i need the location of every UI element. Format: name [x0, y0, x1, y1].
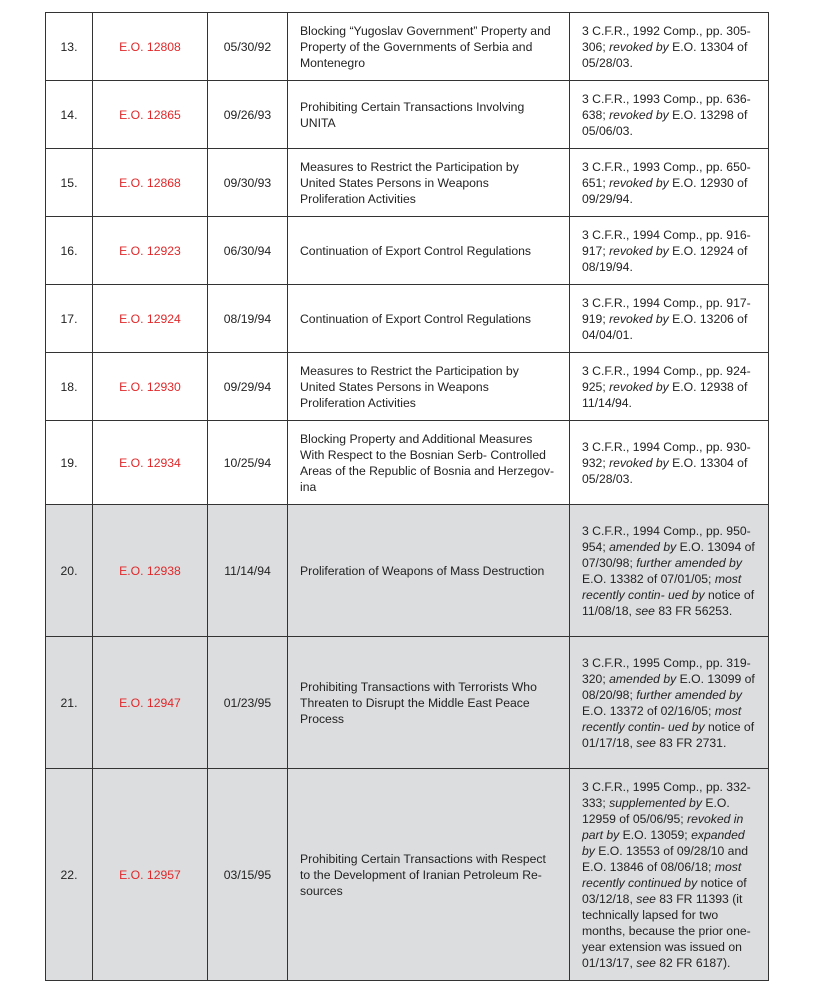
citation-italic-text: revoked by [609, 311, 669, 326]
citation-italic-text: most recently continued by [582, 859, 742, 890]
row-number: 13. [46, 13, 93, 81]
citation-italic-text: expanded by [582, 827, 745, 858]
citation-text: notice of 01/17/18, [582, 719, 755, 750]
row-number: 20. [46, 505, 93, 637]
citation-text: 3 C.F.R., 1994 Comp., pp. 930-932; [582, 439, 751, 470]
citation-cell [570, 285, 769, 353]
title-cell: Continuation of Export Control Regulations [288, 217, 570, 285]
eo-link[interactable]: E.O. 12865 [93, 81, 208, 149]
title-cell: Measures to Restrict the Participation by United States Persons in Weapons Proliferation Activities [288, 353, 570, 421]
citation-cell [570, 505, 769, 637]
date-cell: 01/23/95 [208, 637, 288, 769]
row-number: 21. [46, 637, 93, 769]
citation-italic-text: further amended by [636, 687, 742, 702]
citation-italic-text: supplemented by [609, 795, 702, 810]
table-row [46, 421, 769, 505]
citation-italic-text: revoked in part by [582, 811, 744, 842]
eo-link[interactable]: E.O. 12947 [93, 637, 208, 769]
citation-italic-text: amended by [609, 671, 677, 686]
citation-italic-text: amended by [609, 539, 677, 554]
citation-text: E.O. 13206 of 04/04/01. [582, 311, 748, 342]
row-number: 22. [46, 769, 93, 981]
row-number: 16. [46, 217, 93, 285]
citation-text: E.O. 13382 of 07/01/05; [582, 571, 715, 586]
citation-italic-text: revoked by [609, 379, 669, 394]
citation-cell [570, 769, 769, 981]
citation-text: 83 FR 56253. [654, 603, 733, 618]
citation-text: E.O. 13372 of 02/16/05; [582, 703, 715, 718]
citation-text: 3 C.F.R., 1994 Comp., pp. 924-925; [582, 363, 751, 394]
table-row [46, 353, 769, 421]
citation-text: 3 C.F.R., 1995 Comp., pp. 319-320; [582, 655, 751, 686]
citation-text: 3 C.F.R., 1994 Comp., pp. 916-917; [582, 227, 751, 258]
citation-text: 83 FR 11393 (it technically lapsed for two months, because the prior one- year extension was issued on 01/13/17, [582, 891, 751, 970]
citation-italic-text: revoked by [609, 455, 669, 470]
date-cell: 11/14/94 [208, 505, 288, 637]
citation-italic-text: revoked by [609, 107, 669, 122]
date-cell: 10/25/94 [208, 421, 288, 505]
title-cell: Prohibiting Certain Transactions with Respect to the Development of Iranian Petroleum Re- sources [288, 769, 570, 981]
citation-text: 3 C.F.R., 1994 Comp., pp. 950-954; [582, 523, 751, 554]
table-row [46, 505, 769, 637]
table-row [46, 285, 769, 353]
citation-text: E.O. 13304 of 05/28/03. [582, 39, 748, 70]
title-cell: Prohibiting Certain Transactions Involving UNITA [288, 81, 570, 149]
table-row [46, 769, 769, 981]
date-cell: 06/30/94 [208, 217, 288, 285]
citation-text: 83 FR 2731. [655, 735, 727, 750]
citation-text: 3 C.F.R., 1993 Comp., pp. 650-651; [582, 159, 751, 190]
date-cell: 03/15/95 [208, 769, 288, 981]
row-number: 14. [46, 81, 93, 149]
eo-link[interactable]: E.O. 12934 [93, 421, 208, 505]
title-cell: Measures to Restrict the Participation by United States Persons in Weapons Proliferation Activities [288, 149, 570, 217]
citation-text: 82 FR 6187). [655, 955, 731, 970]
citation-italic-text: revoked by [609, 243, 669, 258]
row-number: 17. [46, 285, 93, 353]
citation-cell [570, 81, 769, 149]
citation-italic-text: most recently contin- ued by [582, 703, 742, 734]
table-row [46, 149, 769, 217]
citation-cell [570, 637, 769, 769]
eo-link[interactable]: E.O. 12930 [93, 353, 208, 421]
table-row [46, 217, 769, 285]
eo-link[interactable]: E.O. 12868 [93, 149, 208, 217]
citation-text: E.O. 13059; [619, 827, 692, 842]
date-cell: 09/29/94 [208, 353, 288, 421]
citation-text: E.O. 13553 of 09/28/10 and E.O. 13846 of 08/06/18; [582, 843, 749, 874]
citation-italic-text: revoked by [609, 175, 669, 190]
citation-italic-text: see [636, 891, 656, 906]
citation-text: 3 C.F.R., 1992 Comp., pp. 305-306; [582, 23, 751, 54]
citation-italic-text: see [636, 955, 656, 970]
citation-text: notice of 03/12/18, [582, 875, 747, 906]
citation-text: 3 C.F.R., 1995 Comp., pp. 332-333; [582, 779, 751, 810]
citation-italic-text: see [635, 603, 655, 618]
citation-text: E.O. 12959 of 05/06/95; [582, 795, 730, 826]
citation-cell [570, 421, 769, 505]
title-cell: Prohibiting Transactions with Terrorists Who Threaten to Disrupt the Middle East Peace Process [288, 637, 570, 769]
title-cell: Blocking “Yugoslav Government” Property and Property of the Governments of Serbia and Montenegro [288, 13, 570, 81]
title-cell: Blocking Property and Additional Measures With Respect to the Bosnian Serb- Controlled Areas of the Republic of Bosnia and Herzegov- ina [288, 421, 570, 505]
citation-text: E.O. 13298 of 05/06/03. [582, 107, 748, 138]
citation-cell [570, 13, 769, 81]
citation-text: notice of 11/08/18, [582, 587, 755, 618]
row-number: 18. [46, 353, 93, 421]
title-cell: Continuation of Export Control Regulations [288, 285, 570, 353]
citation-text: 3 C.F.R., 1993 Comp., pp. 636-638; [582, 91, 751, 122]
citation-cell [570, 353, 769, 421]
citation-text: E.O. 12930 of 09/29/94. [582, 175, 748, 206]
eo-link[interactable]: E.O. 12923 [93, 217, 208, 285]
citation-text: E.O. 13304 of 05/28/03. [582, 455, 748, 486]
table-row [46, 81, 769, 149]
date-cell: 09/30/93 [208, 149, 288, 217]
citation-cell [570, 149, 769, 217]
citation-italic-text: see [636, 735, 656, 750]
title-cell: Proliferation of Weapons of Mass Destruction [288, 505, 570, 637]
date-cell: 08/19/94 [208, 285, 288, 353]
table-row [46, 637, 769, 769]
eo-link[interactable]: E.O. 12957 [93, 769, 208, 981]
date-cell: 05/30/92 [208, 13, 288, 81]
citation-text: E.O. 13094 of 07/30/98; [582, 539, 755, 570]
executive-orders-table [45, 12, 769, 981]
citation-cell [570, 217, 769, 285]
date-cell: 09/26/93 [208, 81, 288, 149]
table-row [46, 13, 769, 81]
citation-italic-text: further amended by [636, 555, 742, 570]
eo-link[interactable]: E.O. 12808 [93, 13, 208, 81]
citation-text: E.O. 13099 of 08/20/98; [582, 671, 755, 702]
eo-link[interactable]: E.O. 12924 [93, 285, 208, 353]
row-number: 15. [46, 149, 93, 217]
row-number: 19. [46, 421, 93, 505]
citation-italic-text: most recently contin- ued by [582, 571, 742, 602]
citation-text: 3 C.F.R., 1994 Comp., pp. 917-919; [582, 295, 751, 326]
citation-italic-text: revoked by [609, 39, 669, 54]
citation-text: E.O. 12938 of 11/14/94. [582, 379, 748, 410]
citation-text: E.O. 12924 of 08/19/94. [582, 243, 748, 274]
eo-link[interactable]: E.O. 12938 [93, 505, 208, 637]
